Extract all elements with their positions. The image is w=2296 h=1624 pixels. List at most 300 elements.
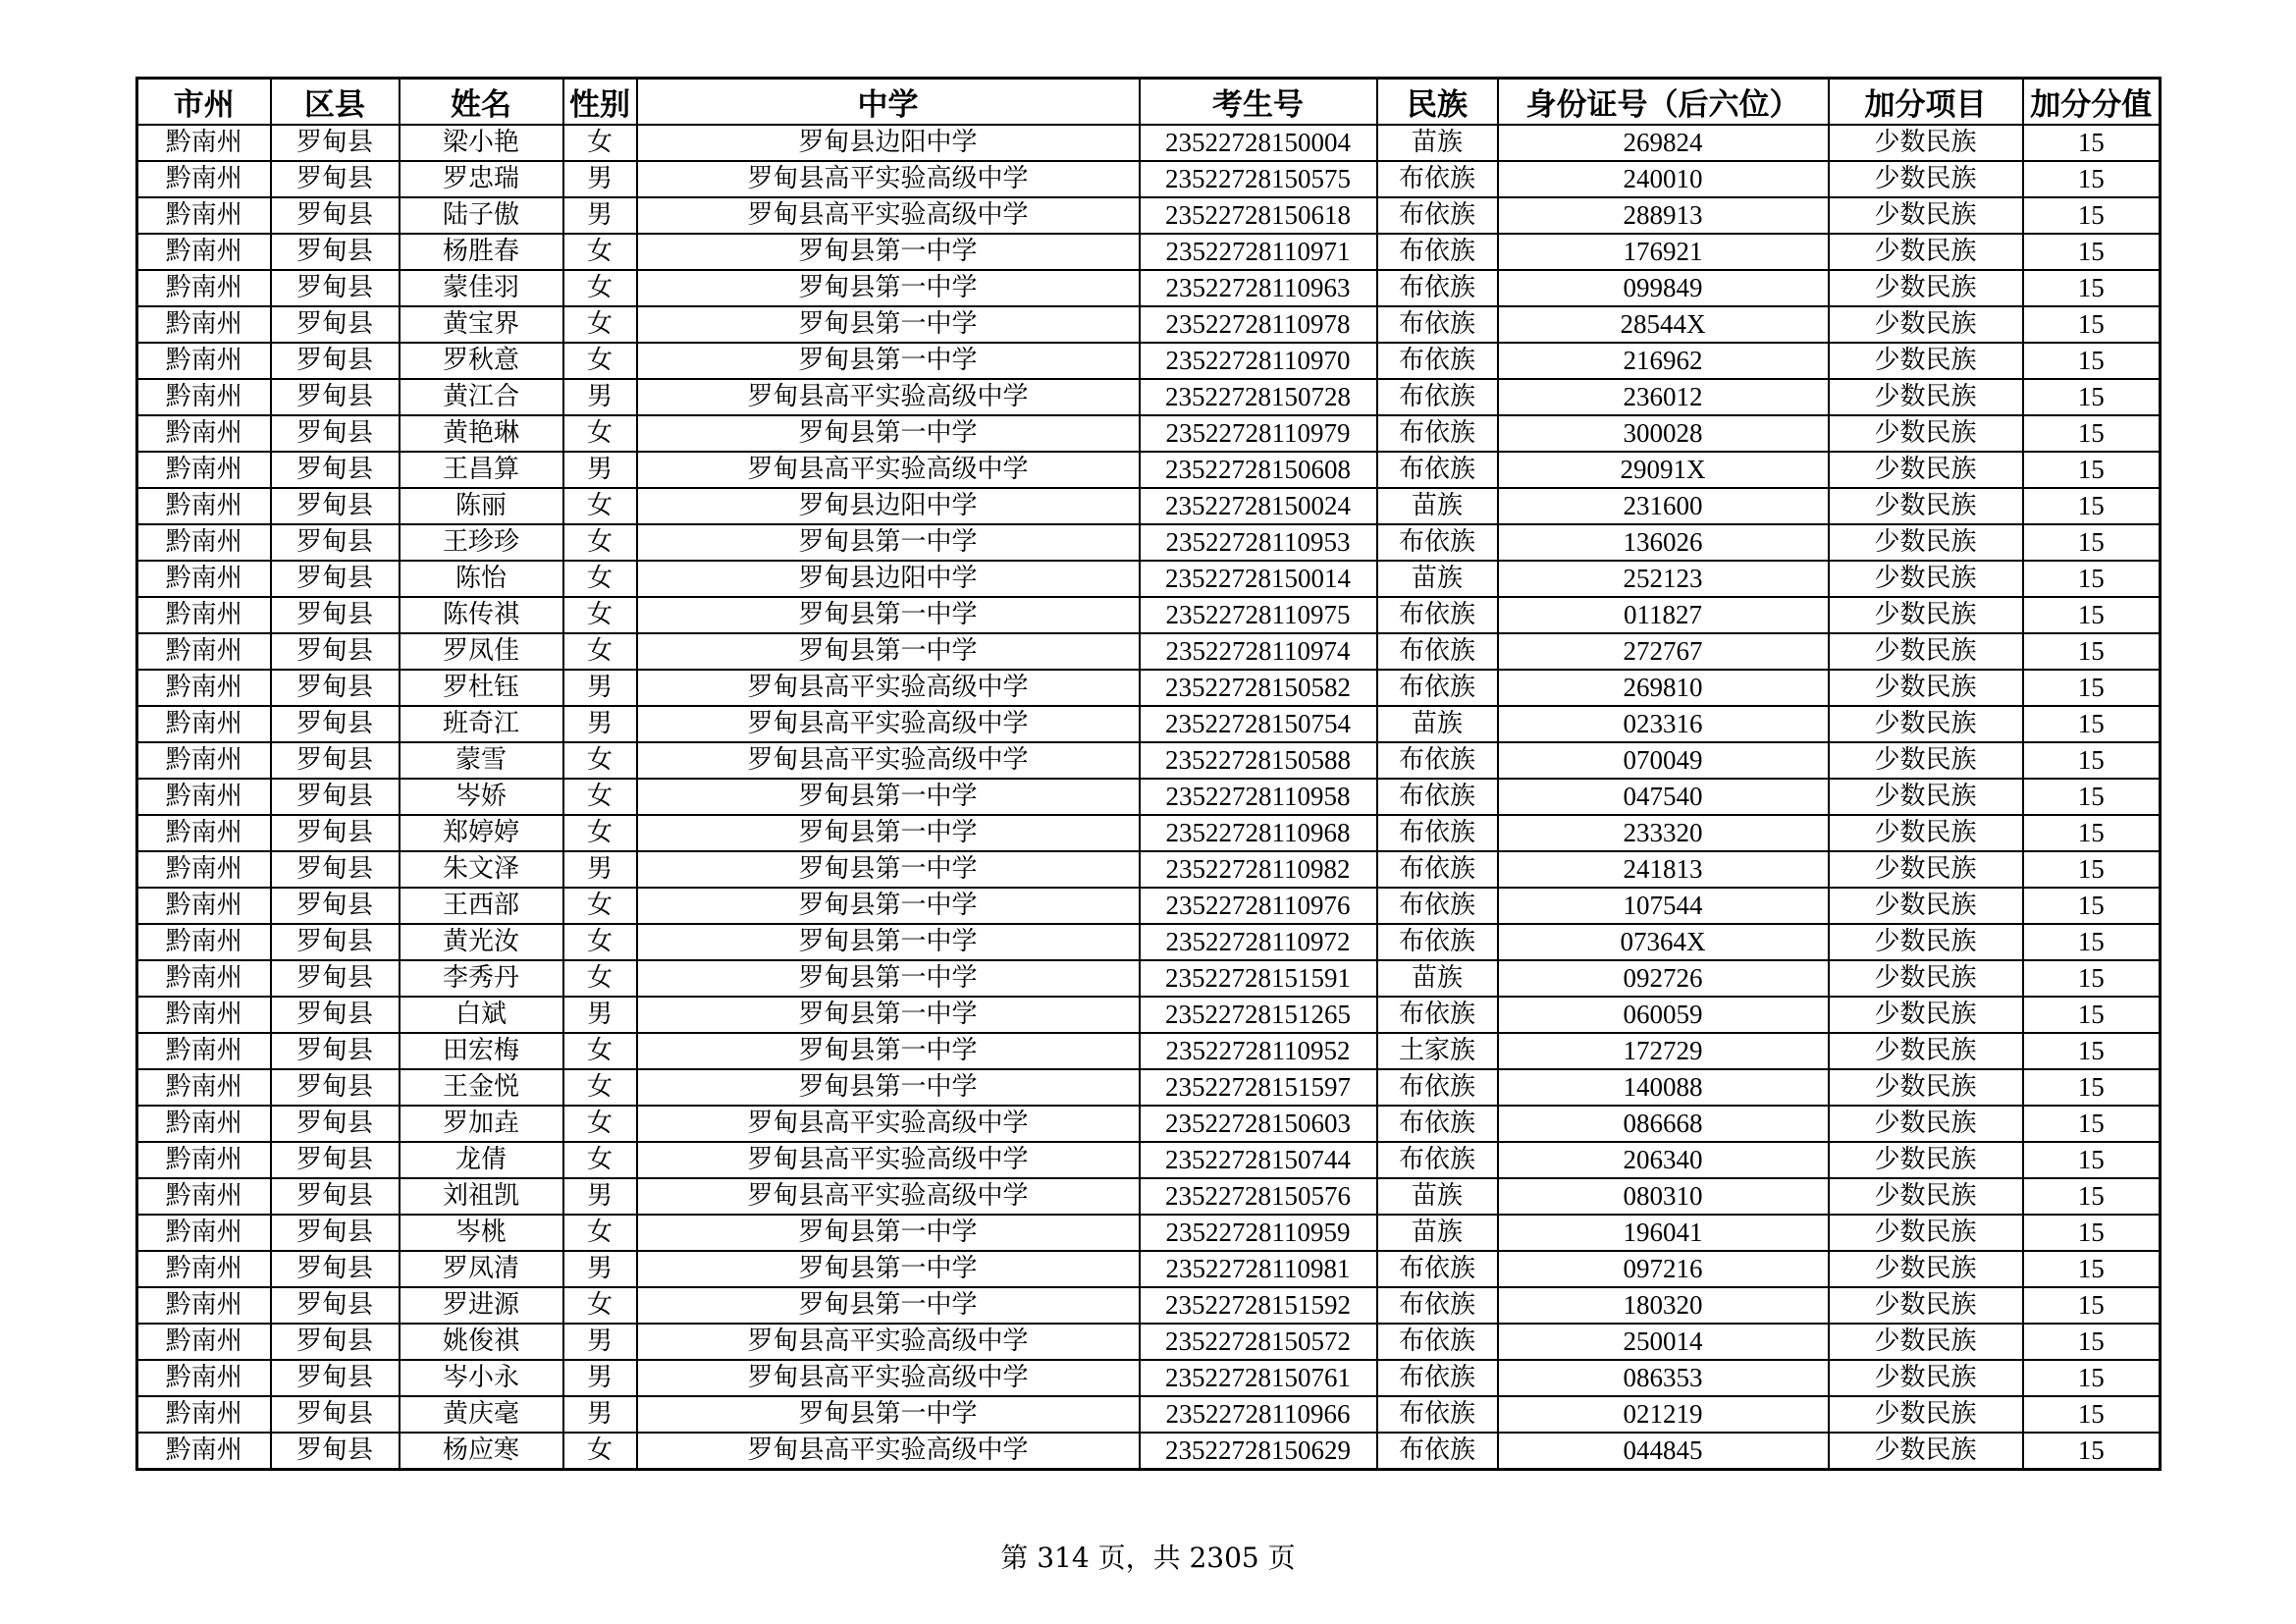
cell-bonus-points: 15 <box>2023 997 2161 1033</box>
cell-county: 罗甸县 <box>271 197 400 234</box>
table-row <box>137 1360 2161 1396</box>
cell-id-last-six: 236012 <box>1498 379 1829 415</box>
cell-bonus-item: 少数民族 <box>1829 960 2023 997</box>
cell-name: 田宏梅 <box>400 1033 563 1069</box>
cell-city: 黔南州 <box>137 1178 271 1215</box>
table-row <box>137 452 2161 488</box>
cell-city: 黔南州 <box>137 234 271 270</box>
cell-id-last-six: 097216 <box>1498 1251 1829 1287</box>
cell-id-last-six: 086353 <box>1498 1360 1829 1396</box>
table-row <box>137 633 2161 670</box>
table-row <box>137 1033 2161 1069</box>
table-row <box>137 197 2161 234</box>
cell-exam-number: 23522728150603 <box>1140 1106 1377 1142</box>
cell-bonus-item: 少数民族 <box>1829 779 2023 815</box>
cell-school: 罗甸县第一中学 <box>637 597 1140 633</box>
cell-exam-number: 23522728150728 <box>1140 379 1377 415</box>
cell-id-last-six: 288913 <box>1498 197 1829 234</box>
cell-bonus-points: 15 <box>2023 779 2161 815</box>
cell-bonus-points: 15 <box>2023 1251 2161 1287</box>
cell-county: 罗甸县 <box>271 633 400 670</box>
cell-ethnicity: 苗族 <box>1377 1215 1498 1251</box>
cell-gender: 男 <box>563 1324 637 1360</box>
cell-bonus-item: 少数民族 <box>1829 888 2023 924</box>
cell-gender: 男 <box>563 670 637 706</box>
cell-bonus-points: 15 <box>2023 270 2161 306</box>
cell-ethnicity: 布依族 <box>1377 742 1498 779</box>
cell-name: 王西部 <box>400 888 563 924</box>
cell-county: 罗甸县 <box>271 452 400 488</box>
cell-id-last-six: 206340 <box>1498 1142 1829 1178</box>
cell-name: 陆子傲 <box>400 197 563 234</box>
cell-bonus-points: 15 <box>2023 561 2161 597</box>
cell-gender: 女 <box>563 924 637 960</box>
cell-bonus-item: 少数民族 <box>1829 561 2023 597</box>
cell-id-last-six: 023316 <box>1498 706 1829 742</box>
cell-exam-number: 23522728151591 <box>1140 960 1377 997</box>
cell-school: 罗甸县高平实验高级中学 <box>637 161 1140 197</box>
cell-bonus-item: 少数民族 <box>1829 197 2023 234</box>
cell-bonus-item: 少数民族 <box>1829 1251 2023 1287</box>
cell-school: 罗甸县高平实验高级中学 <box>637 670 1140 706</box>
cell-bonus-points: 15 <box>2023 125 2161 161</box>
cell-name: 罗秋意 <box>400 343 563 379</box>
cell-id-last-six: 176921 <box>1498 234 1829 270</box>
cell-bonus-item: 少数民族 <box>1829 488 2023 524</box>
cell-id-last-six: 172729 <box>1498 1033 1829 1069</box>
cell-school: 罗甸县高平实验高级中学 <box>637 1324 1140 1360</box>
cell-gender: 女 <box>563 1215 637 1251</box>
cell-bonus-item: 少数民族 <box>1829 415 2023 452</box>
cell-gender: 女 <box>563 415 637 452</box>
cell-school: 罗甸县第一中学 <box>637 633 1140 670</box>
cell-county: 罗甸县 <box>271 1033 400 1069</box>
cell-exam-number: 23522728150014 <box>1140 561 1377 597</box>
cell-bonus-item: 少数民族 <box>1829 1178 2023 1215</box>
cell-city: 黔南州 <box>137 415 271 452</box>
cell-ethnicity: 苗族 <box>1377 706 1498 742</box>
cell-city: 黔南州 <box>137 997 271 1033</box>
cell-bonus-points: 15 <box>2023 1287 2161 1324</box>
cell-bonus-points: 15 <box>2023 1324 2161 1360</box>
cell-ethnicity: 布依族 <box>1377 197 1498 234</box>
cell-city: 黔南州 <box>137 888 271 924</box>
cell-ethnicity: 苗族 <box>1377 960 1498 997</box>
cell-id-last-six: 044845 <box>1498 1433 1829 1470</box>
table-row <box>137 742 2161 779</box>
cell-gender: 女 <box>563 1433 637 1470</box>
cell-bonus-item: 少数民族 <box>1829 1215 2023 1251</box>
table-row <box>137 125 2161 161</box>
cell-city: 黔南州 <box>137 270 271 306</box>
cell-exam-number: 23522728110976 <box>1140 888 1377 924</box>
score-bonus-table <box>135 77 2162 1471</box>
cell-exam-number: 23522728110958 <box>1140 779 1377 815</box>
cell-bonus-item: 少数民族 <box>1829 524 2023 561</box>
cell-id-last-six: 272767 <box>1498 633 1829 670</box>
cell-bonus-points: 15 <box>2023 960 2161 997</box>
cell-id-last-six: 092726 <box>1498 960 1829 997</box>
cell-city: 黔南州 <box>137 1142 271 1178</box>
cell-bonus-item: 少数民族 <box>1829 706 2023 742</box>
cell-gender: 男 <box>563 1396 637 1433</box>
cell-county: 罗甸县 <box>271 306 400 343</box>
cell-id-last-six: 29091X <box>1498 452 1829 488</box>
table-row <box>137 488 2161 524</box>
cell-exam-number: 23522728110952 <box>1140 1033 1377 1069</box>
cell-gender: 女 <box>563 1033 637 1069</box>
cell-city: 黔南州 <box>137 1396 271 1433</box>
table-row <box>137 597 2161 633</box>
cell-exam-number: 23522728110978 <box>1140 306 1377 343</box>
cell-ethnicity: 苗族 <box>1377 561 1498 597</box>
table-row <box>137 1433 2161 1470</box>
cell-school: 罗甸县第一中学 <box>637 851 1140 888</box>
cell-gender: 女 <box>563 306 637 343</box>
cell-name: 王珍珍 <box>400 524 563 561</box>
cell-gender: 女 <box>563 633 637 670</box>
cell-school: 罗甸县第一中学 <box>637 524 1140 561</box>
cell-bonus-points: 15 <box>2023 1033 2161 1069</box>
table-row <box>137 924 2161 960</box>
cell-school: 罗甸县第一中学 <box>637 415 1140 452</box>
cell-gender: 男 <box>563 379 637 415</box>
cell-city: 黔南州 <box>137 343 271 379</box>
cell-bonus-points: 15 <box>2023 234 2161 270</box>
cell-bonus-item: 少数民族 <box>1829 161 2023 197</box>
cell-county: 罗甸县 <box>271 670 400 706</box>
table-row <box>137 1069 2161 1106</box>
cell-ethnicity: 布依族 <box>1377 888 1498 924</box>
cell-bonus-points: 15 <box>2023 415 2161 452</box>
cell-bonus-points: 15 <box>2023 670 2161 706</box>
cell-bonus-points: 15 <box>2023 815 2161 851</box>
cell-id-last-six: 136026 <box>1498 524 1829 561</box>
cell-bonus-item: 少数民族 <box>1829 670 2023 706</box>
cell-city: 黔南州 <box>137 1251 271 1287</box>
cell-school: 罗甸县边阳中学 <box>637 561 1140 597</box>
cell-city: 黔南州 <box>137 524 271 561</box>
cell-id-last-six: 180320 <box>1498 1287 1829 1324</box>
cell-ethnicity: 苗族 <box>1377 125 1498 161</box>
cell-gender: 女 <box>563 888 637 924</box>
cell-id-last-six: 250014 <box>1498 1324 1829 1360</box>
cell-gender: 女 <box>563 270 637 306</box>
cell-ethnicity: 布依族 <box>1377 670 1498 706</box>
cell-bonus-points: 15 <box>2023 452 2161 488</box>
cell-gender: 女 <box>563 234 637 270</box>
cell-city: 黔南州 <box>137 924 271 960</box>
cell-exam-number: 23522728151592 <box>1140 1287 1377 1324</box>
cell-id-last-six: 241813 <box>1498 851 1829 888</box>
cell-name: 刘祖凯 <box>400 1178 563 1215</box>
cell-gender: 男 <box>563 997 637 1033</box>
cell-city: 黔南州 <box>137 1106 271 1142</box>
cell-exam-number: 23522728110953 <box>1140 524 1377 561</box>
cell-bonus-points: 15 <box>2023 1142 2161 1178</box>
cell-bonus-item: 少数民族 <box>1829 633 2023 670</box>
cell-id-last-six: 240010 <box>1498 161 1829 197</box>
cell-exam-number: 23522728110968 <box>1140 815 1377 851</box>
cell-name: 罗凤清 <box>400 1251 563 1287</box>
table-row <box>137 306 2161 343</box>
cell-gender: 男 <box>563 706 637 742</box>
cell-school: 罗甸县第一中学 <box>637 888 1140 924</box>
cell-bonus-points: 15 <box>2023 1360 2161 1396</box>
cell-id-last-six: 300028 <box>1498 415 1829 452</box>
cell-county: 罗甸县 <box>271 1360 400 1396</box>
cell-id-last-six: 099849 <box>1498 270 1829 306</box>
cell-city: 黔南州 <box>137 706 271 742</box>
cell-city: 黔南州 <box>137 1360 271 1396</box>
cell-gender: 男 <box>563 851 637 888</box>
cell-city: 黔南州 <box>137 670 271 706</box>
table-header-row <box>137 79 2161 126</box>
cell-city: 黔南州 <box>137 1287 271 1324</box>
cell-bonus-points: 15 <box>2023 488 2161 524</box>
table-row <box>137 234 2161 270</box>
header-county: 区县 <box>271 79 400 126</box>
cell-id-last-six: 269824 <box>1498 125 1829 161</box>
cell-school: 罗甸县高平实验高级中学 <box>637 1178 1140 1215</box>
cell-exam-number: 23522728150618 <box>1140 197 1377 234</box>
cell-exam-number: 23522728151597 <box>1140 1069 1377 1106</box>
cell-exam-number: 23522728150754 <box>1140 706 1377 742</box>
cell-school: 罗甸县高平实验高级中学 <box>637 379 1140 415</box>
cell-bonus-item: 少数民族 <box>1829 306 2023 343</box>
cell-county: 罗甸县 <box>271 270 400 306</box>
cell-school: 罗甸县高平实验高级中学 <box>637 452 1140 488</box>
cell-name: 黄庆毫 <box>400 1396 563 1433</box>
cell-bonus-item: 少数民族 <box>1829 1069 2023 1106</box>
cell-id-last-six: 080310 <box>1498 1178 1829 1215</box>
cell-ethnicity: 布依族 <box>1377 306 1498 343</box>
cell-id-last-six: 216962 <box>1498 343 1829 379</box>
cell-ethnicity: 布依族 <box>1377 1106 1498 1142</box>
cell-id-last-six: 252123 <box>1498 561 1829 597</box>
cell-city: 黔南州 <box>137 161 271 197</box>
cell-county: 罗甸县 <box>271 1106 400 1142</box>
cell-school: 罗甸县第一中学 <box>637 270 1140 306</box>
cell-exam-number: 23522728110974 <box>1140 633 1377 670</box>
cell-bonus-item: 少数民族 <box>1829 270 2023 306</box>
cell-ethnicity: 布依族 <box>1377 597 1498 633</box>
cell-name: 黄宝界 <box>400 306 563 343</box>
cell-city: 黔南州 <box>137 488 271 524</box>
cell-name: 罗进源 <box>400 1287 563 1324</box>
cell-ethnicity: 布依族 <box>1377 1396 1498 1433</box>
cell-school: 罗甸县第一中学 <box>637 924 1140 960</box>
cell-id-last-six: 233320 <box>1498 815 1829 851</box>
header-id-last-six: 身份证号（后六位） <box>1498 79 1829 126</box>
cell-county: 罗甸县 <box>271 997 400 1033</box>
cell-bonus-item: 少数民族 <box>1829 997 2023 1033</box>
cell-ethnicity: 苗族 <box>1377 488 1498 524</box>
cell-exam-number: 23522728150608 <box>1140 452 1377 488</box>
table-row <box>137 270 2161 306</box>
cell-name: 朱文泽 <box>400 851 563 888</box>
cell-school: 罗甸县第一中学 <box>637 1215 1140 1251</box>
cell-bonus-item: 少数民族 <box>1829 1106 2023 1142</box>
cell-exam-number: 23522728110982 <box>1140 851 1377 888</box>
header-gender: 性别 <box>563 79 637 126</box>
table-row <box>137 1178 2161 1215</box>
cell-name: 杨胜春 <box>400 234 563 270</box>
cell-exam-number: 23522728110979 <box>1140 415 1377 452</box>
cell-gender: 女 <box>563 524 637 561</box>
cell-name: 梁小艳 <box>400 125 563 161</box>
cell-bonus-points: 15 <box>2023 343 2161 379</box>
cell-school: 罗甸县第一中学 <box>637 815 1140 851</box>
header-bonus-item: 加分项目 <box>1829 79 2023 126</box>
cell-gender: 女 <box>563 597 637 633</box>
cell-id-last-six: 28544X <box>1498 306 1829 343</box>
table-row <box>137 524 2161 561</box>
table-row <box>137 161 2161 197</box>
cell-school: 罗甸县高平实验高级中学 <box>637 1106 1140 1142</box>
cell-exam-number: 23522728110972 <box>1140 924 1377 960</box>
table-row <box>137 1287 2161 1324</box>
table-row <box>137 851 2161 888</box>
cell-city: 黔南州 <box>137 815 271 851</box>
cell-exam-number: 23522728110966 <box>1140 1396 1377 1433</box>
table-row <box>137 561 2161 597</box>
cell-name: 王金悦 <box>400 1069 563 1106</box>
cell-bonus-item: 少数民族 <box>1829 452 2023 488</box>
cell-school: 罗甸县高平实验高级中学 <box>637 1433 1140 1470</box>
cell-gender: 女 <box>563 125 637 161</box>
cell-ethnicity: 布依族 <box>1377 343 1498 379</box>
cell-school: 罗甸县高平实验高级中学 <box>637 1360 1140 1396</box>
cell-exam-number: 23522728150761 <box>1140 1360 1377 1396</box>
cell-gender: 男 <box>563 452 637 488</box>
cell-ethnicity: 布依族 <box>1377 1324 1498 1360</box>
cell-county: 罗甸县 <box>271 960 400 997</box>
cell-city: 黔南州 <box>137 452 271 488</box>
cell-ethnicity: 布依族 <box>1377 997 1498 1033</box>
cell-bonus-points: 15 <box>2023 597 2161 633</box>
cell-county: 罗甸县 <box>271 524 400 561</box>
cell-county: 罗甸县 <box>271 488 400 524</box>
cell-bonus-points: 15 <box>2023 197 2161 234</box>
cell-ethnicity: 布依族 <box>1377 270 1498 306</box>
cell-ethnicity: 布依族 <box>1377 1433 1498 1470</box>
cell-county: 罗甸县 <box>271 234 400 270</box>
cell-exam-number: 23522728150004 <box>1140 125 1377 161</box>
cell-school: 罗甸县高平实验高级中学 <box>637 742 1140 779</box>
cell-school: 罗甸县高平实验高级中学 <box>637 1142 1140 1178</box>
table-row <box>137 960 2161 997</box>
cell-county: 罗甸县 <box>271 125 400 161</box>
cell-city: 黔南州 <box>137 1324 271 1360</box>
cell-bonus-item: 少数民族 <box>1829 1033 2023 1069</box>
cell-school: 罗甸县高平实验高级中学 <box>637 197 1140 234</box>
cell-exam-number: 23522728150588 <box>1140 742 1377 779</box>
cell-gender: 男 <box>563 1178 637 1215</box>
cell-bonus-item: 少数民族 <box>1829 343 2023 379</box>
cell-ethnicity: 布依族 <box>1377 1251 1498 1287</box>
cell-bonus-item: 少数民族 <box>1829 851 2023 888</box>
table-row <box>137 379 2161 415</box>
cell-county: 罗甸县 <box>271 1287 400 1324</box>
cell-county: 罗甸县 <box>271 1433 400 1470</box>
score-bonus-table-container <box>135 77 2159 1471</box>
cell-id-last-six: 086668 <box>1498 1106 1829 1142</box>
cell-gender: 男 <box>563 197 637 234</box>
cell-name: 罗加垚 <box>400 1106 563 1142</box>
cell-school: 罗甸县边阳中学 <box>637 488 1140 524</box>
cell-county: 罗甸县 <box>271 561 400 597</box>
cell-name: 郑婷婷 <box>400 815 563 851</box>
cell-school: 罗甸县第一中学 <box>637 234 1140 270</box>
cell-name: 白斌 <box>400 997 563 1033</box>
cell-bonus-points: 15 <box>2023 888 2161 924</box>
cell-bonus-points: 15 <box>2023 306 2161 343</box>
cell-gender: 女 <box>563 815 637 851</box>
cell-bonus-points: 15 <box>2023 742 2161 779</box>
cell-exam-number: 23522728150575 <box>1140 161 1377 197</box>
cell-name: 蒙佳羽 <box>400 270 563 306</box>
cell-gender: 女 <box>563 960 637 997</box>
cell-gender: 男 <box>563 161 637 197</box>
cell-county: 罗甸县 <box>271 415 400 452</box>
cell-name: 罗凤佳 <box>400 633 563 670</box>
cell-name: 黄光汝 <box>400 924 563 960</box>
cell-exam-number: 23522728150572 <box>1140 1324 1377 1360</box>
table-body <box>137 125 2161 1470</box>
cell-city: 黔南州 <box>137 1069 271 1106</box>
cell-bonus-item: 少数民族 <box>1829 1396 2023 1433</box>
table-row <box>137 1142 2161 1178</box>
cell-bonus-item: 少数民族 <box>1829 1360 2023 1396</box>
table-row <box>137 1396 2161 1433</box>
cell-bonus-item: 少数民族 <box>1829 125 2023 161</box>
cell-county: 罗甸县 <box>271 815 400 851</box>
cell-school: 罗甸县第一中学 <box>637 306 1140 343</box>
cell-name: 陈丽 <box>400 488 563 524</box>
cell-ethnicity: 布依族 <box>1377 161 1498 197</box>
cell-school: 罗甸县第一中学 <box>637 1396 1140 1433</box>
cell-bonus-points: 15 <box>2023 379 2161 415</box>
header-ethnicity: 民族 <box>1377 79 1498 126</box>
cell-city: 黔南州 <box>137 379 271 415</box>
cell-ethnicity: 布依族 <box>1377 379 1498 415</box>
table-row <box>137 706 2161 742</box>
cell-county: 罗甸县 <box>271 779 400 815</box>
cell-gender: 女 <box>563 742 637 779</box>
cell-bonus-item: 少数民族 <box>1829 234 2023 270</box>
table-row <box>137 1215 2161 1251</box>
cell-county: 罗甸县 <box>271 1069 400 1106</box>
cell-gender: 女 <box>563 1106 637 1142</box>
cell-id-last-six: 070049 <box>1498 742 1829 779</box>
cell-bonus-points: 15 <box>2023 161 2161 197</box>
table-row <box>137 888 2161 924</box>
cell-bonus-points: 15 <box>2023 1396 2161 1433</box>
cell-ethnicity: 布依族 <box>1377 415 1498 452</box>
cell-id-last-six: 231600 <box>1498 488 1829 524</box>
cell-ethnicity: 布依族 <box>1377 234 1498 270</box>
table-row <box>137 1324 2161 1360</box>
table-row <box>137 670 2161 706</box>
cell-county: 罗甸县 <box>271 851 400 888</box>
cell-city: 黔南州 <box>137 197 271 234</box>
table-row <box>137 415 2161 452</box>
cell-bonus-item: 少数民族 <box>1829 1287 2023 1324</box>
cell-bonus-item: 少数民族 <box>1829 924 2023 960</box>
cell-bonus-points: 15 <box>2023 1178 2161 1215</box>
cell-county: 罗甸县 <box>271 161 400 197</box>
